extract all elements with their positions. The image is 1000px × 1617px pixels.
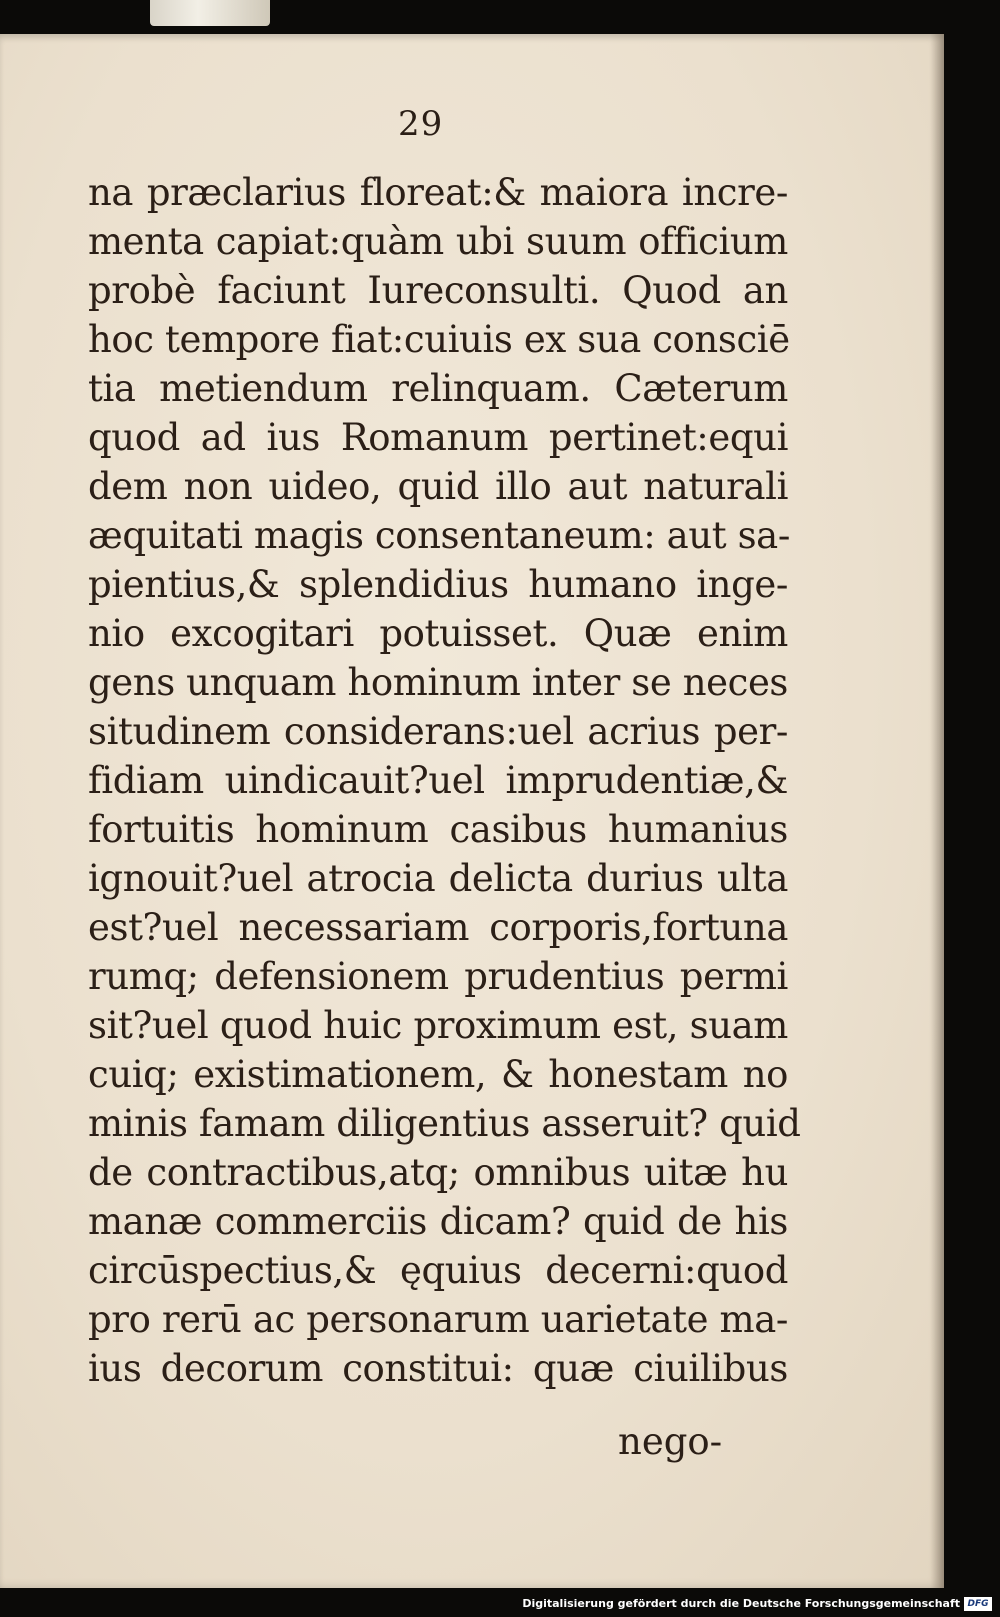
text-line: menta capiat:quàm ubi suum officium	[88, 220, 788, 263]
text-line: de contractibus,atq; omnibus uitæ hu	[88, 1151, 788, 1194]
text-line: hoc tempore fiat:cuiuis ex sua consciē	[88, 318, 790, 361]
text-line: est?uel necessariam corporis,fortuna	[88, 906, 788, 949]
text-line: cuiq; existimationem, & honestam no	[88, 1053, 788, 1096]
text-line: dem non uideo, quid illo aut naturali	[88, 465, 788, 508]
text-line: fidiam uindicauit?uel imprudentiæ,&	[88, 759, 788, 802]
text-line: gens unquam hominum inter se neces	[88, 661, 789, 704]
text-line: rumq; defensionem prudentius permi	[88, 955, 788, 998]
footer-bar	[0, 1588, 1000, 1617]
book-page	[0, 34, 944, 1588]
text-line: fortuitis hominum casibus humanius	[88, 808, 788, 851]
text-line: quod ad ius Romanum pertinet:equi	[88, 416, 788, 459]
text-line: manæ commerciis dicam? quid de his	[88, 1200, 788, 1243]
funding-credit: Digitalisierung gefördert durch die Deutsche Forschungsgemeinschaft	[522, 1597, 960, 1610]
text-line: sit?uel quod huic proximum est, suam	[88, 1004, 788, 1047]
text-line: na præclarius floreat:& maiora incre-	[88, 171, 788, 214]
scan-top-edge	[150, 0, 270, 26]
text-line: ius decorum constitui: quæ ciuilibus	[88, 1347, 788, 1390]
text-line: pro rerū ac personarum uarietate ma-	[88, 1298, 788, 1341]
page-number: 29	[398, 104, 444, 144]
page-text	[88, 168, 801, 1393]
text-line: tia metiendum relinquam. Cæterum	[88, 367, 788, 410]
text-line: minis famam diligentius asseruit? quid	[88, 1102, 801, 1145]
text-line: ignouit?uel atrocia delicta durius ulta	[88, 857, 788, 900]
text-line: probè faciunt Iureconsulti. Quod an	[88, 269, 788, 312]
dfg-logo: DFG	[964, 1597, 992, 1611]
text-line: nio excogitari potuisset. Quæ enim	[88, 612, 788, 655]
text-line: pientius,& splendidius humano inge-	[88, 563, 788, 606]
page-edge-shadow	[930, 34, 944, 1588]
text-line: æquitati magis consentaneum: aut sa-	[88, 514, 790, 557]
text-line: situdinem considerans:uel acrius per-	[88, 710, 788, 753]
catchword: nego-	[618, 1420, 723, 1463]
text-line: circūspectius,& ęquius decerni:quod	[88, 1249, 788, 1292]
